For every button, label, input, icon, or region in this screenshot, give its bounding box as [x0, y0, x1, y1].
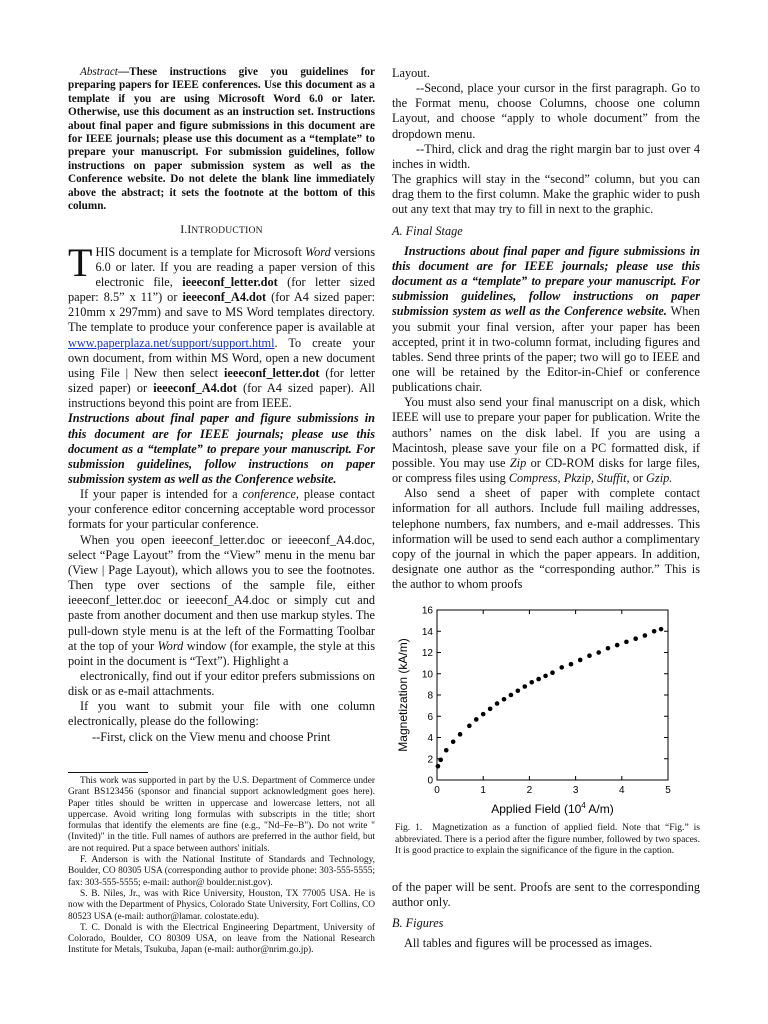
data-point	[458, 732, 463, 737]
zip-italic: Zip	[509, 455, 527, 470]
left-column	[68, 66, 375, 745]
gzip-italic: Gzip.	[646, 471, 673, 486]
abstract-label: Abstract	[80, 66, 118, 78]
figure-1	[395, 600, 700, 822]
plot-frame	[437, 610, 668, 780]
caption-text: Magnetization as a function of applied field. Note that “Fig.” is abbreviated. There is a period after the figure number, followed by two spaces. It is good practice to explain the significance of the figure in the caption.	[395, 822, 701, 857]
right-paragraph-3: --Third, click and drag the right margin bar to just over 4 inches in width.	[392, 141, 700, 171]
text-span: please contact your conference editor concerning acceptable word processor formats for your particular conference.	[68, 487, 375, 532]
text-span: You must also send your final manuscript on a disk, which IEEE will use to prepare your paper for publication. Write the authors’ names on the disk label. If you are using a Macintosh, please save your file on a PC formatted disk, if possible. You may use	[392, 395, 700, 470]
intro-paragraph-2: Instructions about final paper and figure submissions in this document are for IEEE journals; please use this document as a “template” to prepare your manuscript. For submission guidelines, follow instructions on paper submission system as well as the Conference website.	[68, 411, 375, 486]
y-tick-label: 10	[421, 669, 433, 681]
data-point	[444, 748, 449, 753]
right-paragraph-1: Layout.	[392, 66, 430, 80]
abstract-text: These instructions give you guidelines for preparing papers for IEEE conferences. Use this document as a template if you are using Microsoft Word 6.0 or later. Otherwise, use this document as an instruction set. Instructions about final paper and figure submissions in this document are for IEEE journals; please use this document as a “template” to prepare your manuscript. For submission guidelines, follow instructions on paper submission system as well as the Conference website. Do not delete the blank line immediately above the abstract; it sets the footnote at the bottom of this column.	[68, 66, 375, 213]
support-link[interactable]: www.paperplaza.net/support/support.html	[68, 335, 275, 350]
word-italic: Word	[157, 638, 184, 653]
filename-letter: ieeeconf_letter.dot	[224, 365, 320, 380]
data-point	[633, 636, 638, 641]
text-span: (for letter sized paper: 8.5” x 11”) or	[68, 274, 375, 305]
right-paragraph-7: Also send a sheet of paper with complete contact information for all authors. Include full mailing addresses, telephone numbers, fax numbers, and e-mail addresses. This information will be used to send each author a complimentary copy of the journal in which the paper appears. In addition, designate one author as the “corresponding author.” This is the author to whom proofs	[392, 486, 700, 592]
text-span: (for A4 sized paper: 210mm x 297mm) and save to MS Word templates directory. The template to produce your conference paper is available at	[68, 290, 375, 335]
filename-a4: ieeeconf_A4.dot	[153, 381, 237, 396]
right-paragraph-2: --Second, place your cursor in the first paragraph. Go to the Format menu, choose Columns, choose one column Layout, and choose “apply to whole document” from the dropdown menu.	[392, 81, 700, 141]
intro-paragraph-1	[68, 239, 376, 412]
data-point	[516, 688, 521, 693]
text-span: When you submit your final version, after your paper has been accepted, print it in two-column format, including figures and tables. Send three prints of the paper; two will go to IEEE and one will be retained by the Editor-in-Chief or conference publications chair.	[392, 304, 700, 395]
y-tick-label: 8	[427, 690, 433, 702]
y-tick-label: 4	[427, 733, 433, 744]
data-point	[624, 640, 629, 645]
data-point	[559, 665, 564, 670]
subsection-heading-final-stage: A. Final Stage	[392, 223, 463, 238]
footnote-funding: This work was supported in part by the U.S. Department of Commerce under Grant BS123456 (sponsor and financial support acknowledgment goes here). Paper titles should be written in uppercase and lowercase letters, not all uppercase. Avoid writing long formulas with subscripts in the title; short formulas that identify the elements are fine (e.g., "Nd–Fe–B"). Do not write "(Invited)" in the title. Full names of authors are preferred in the author field, but are not required. Put a space between authors' initials.	[68, 776, 375, 854]
data-point	[578, 658, 583, 663]
x-axis-label-exponent: 4	[581, 801, 586, 810]
y-tick-label: 2	[427, 754, 433, 766]
data-point	[606, 646, 611, 651]
data-point	[550, 670, 555, 675]
section-heading-rest: NTRODUCTION	[191, 225, 263, 237]
intro-paragraph-5: electronically, find out if your editor prefers submissions on disk or as e-mail attachments.	[68, 669, 375, 699]
section-heading-first: I	[187, 222, 192, 237]
x-tick-label: 3	[572, 785, 579, 796]
bold-italic-span: Instructions about final paper and figure submissions in this document are for IEEE journals; please use this document as a “template” to prepare your manuscript. For submission guidelines, follow instructions on paper submission system as well as the Conference website.	[392, 243, 700, 319]
data-point	[488, 707, 493, 712]
data-point	[495, 701, 500, 706]
data-point	[474, 717, 479, 722]
data-point	[587, 653, 592, 658]
x-tick-label: 2	[526, 785, 533, 796]
data-point	[615, 643, 620, 648]
data-point	[529, 680, 534, 685]
data-point	[643, 633, 648, 638]
x-axis-label	[491, 801, 614, 816]
right-column-continued	[392, 880, 700, 952]
text-span: window (for example, the style at this point in the document is “Text”). Highlight a	[68, 638, 376, 668]
x-tick-label: 4	[619, 785, 625, 796]
right-paragraph-8: of the paper will be sent. Proofs are sent to the corresponding author only.	[392, 880, 700, 910]
intro-paragraph-7: --First, click on the View menu and choose Print	[92, 729, 331, 744]
y-tick-label: 16	[421, 605, 433, 617]
footnote-author-1: F. Anderson is with the National Institute of Standards and Technology, Boulder, CO 80305 USA (corresponding author to provide phone: 303-555-5555; fax: 303-555-5555; e-mail: author@ boulder.nist.gov).	[68, 855, 375, 888]
data-point	[659, 627, 664, 632]
data-point	[536, 677, 541, 682]
data-point	[436, 764, 441, 769]
section-number: I.	[180, 222, 188, 237]
y-tick-label: 12	[421, 648, 433, 659]
compress-italic: Compress, Pkzip, Stuffit,	[508, 471, 630, 486]
text-span: (for A4 sized paper). All instructions beyond this point are from IEEE.	[68, 381, 375, 411]
right-paragraph-5	[392, 244, 700, 396]
abstract-dash: —	[117, 66, 130, 78]
footnote-author-2: S. B. Niles, Jr., was with Rice University, Houston, TX 77005 USA. He is now with the Department of Physics, Colorado State University, Fort Collins, CO 80523 USA (e-mail: author@lamar. colostate.edu).	[68, 888, 375, 922]
abstract	[68, 66, 375, 213]
data-point	[569, 662, 574, 667]
footnote-rule	[68, 772, 148, 773]
data-point	[652, 629, 657, 634]
y-tick-label: 6	[427, 711, 433, 723]
text-span: If your paper is intended for a	[80, 487, 243, 502]
text-span: . To create your own document, from within MS Word, open a new document using File | New then select	[68, 335, 375, 380]
data-point	[502, 697, 507, 702]
text-span: When you open ieeeconf_letter.doc or ieeeconf_A4.doc, select “Page Layout” from the “View” menu in the menu bar (View | Page Layout), which allows you to see the footnotes. Then type over sections of the sample file, either ieeeconf_letter.doc or ieeeconf_A4.doc or simply cut and paste from another document and then use markup styles. The pull-down style menu is at the left of the Formatting Toolbar at the top of your	[68, 532, 375, 653]
data-point	[451, 739, 456, 744]
intro-paragraph-3	[68, 487, 375, 532]
text-span: HIS document is a template for Microsoft	[95, 244, 306, 259]
right-paragraph-6	[392, 395, 700, 486]
x-tick-label: 5	[665, 785, 671, 796]
right-paragraph-9: All tables and figures will be processed as images.	[404, 936, 653, 951]
text-span: or CD-ROM disks for large files, or compress files using	[392, 455, 701, 486]
data-point	[438, 758, 443, 763]
text-span: or	[629, 471, 647, 486]
conference-italic: conference,	[242, 487, 300, 502]
y-tick-label: 14	[421, 626, 433, 638]
x-axis-label-main: Applied Field (10	[491, 802, 582, 816]
x-axis-label-unit: A/m)	[585, 802, 614, 816]
y-tick-label: 0	[427, 775, 433, 787]
data-point	[467, 724, 472, 729]
right-column	[392, 66, 700, 592]
intro-paragraph-4	[68, 533, 375, 669]
data-point	[543, 674, 548, 679]
intro-paragraph-6: If you want to submit your file with one column electronically, please do the following:	[68, 699, 375, 729]
data-point	[481, 712, 486, 717]
text-span: versions 6.0 or later. If you are reading a paper version of this electronic file,	[95, 244, 375, 289]
drop-cap: T	[68, 239, 93, 285]
magnetization-chart	[395, 600, 700, 822]
subsection-heading-figures: B. Figures	[392, 916, 444, 931]
footnote	[68, 772, 375, 957]
y-axis-label: Magnetization (kA/m)	[396, 638, 410, 752]
x-tick-label: 1	[480, 785, 486, 796]
data-point	[522, 684, 527, 689]
filename-letter: ieeeconf_letter.dot	[182, 274, 278, 289]
figure-caption	[395, 822, 700, 857]
text-span: (for letter sized paper) or	[68, 365, 376, 396]
right-paragraph-4: The graphics will stay in the “second” column, but you can drag them to the first column. Make the graphic wider to push out any text that may try to fill in next to the graphic.	[392, 172, 700, 217]
data-point	[509, 693, 514, 698]
data-point	[596, 650, 601, 655]
word-italic: Word	[305, 244, 331, 259]
section-heading-introduction	[68, 222, 375, 238]
x-tick-label: 0	[434, 785, 440, 796]
footnote-author-3: T. C. Donald is with the Electrical Engineering Department, University of Colorado, Boulder, CO 80309 USA, on leave from the National Research Institute for Metals, Tsukuba, Japan (e-mail: author@nrim.go.jp).	[68, 922, 375, 956]
filename-a4: ieeeconf_A4.dot	[182, 290, 267, 305]
caption-label: Fig. 1.	[395, 822, 423, 833]
